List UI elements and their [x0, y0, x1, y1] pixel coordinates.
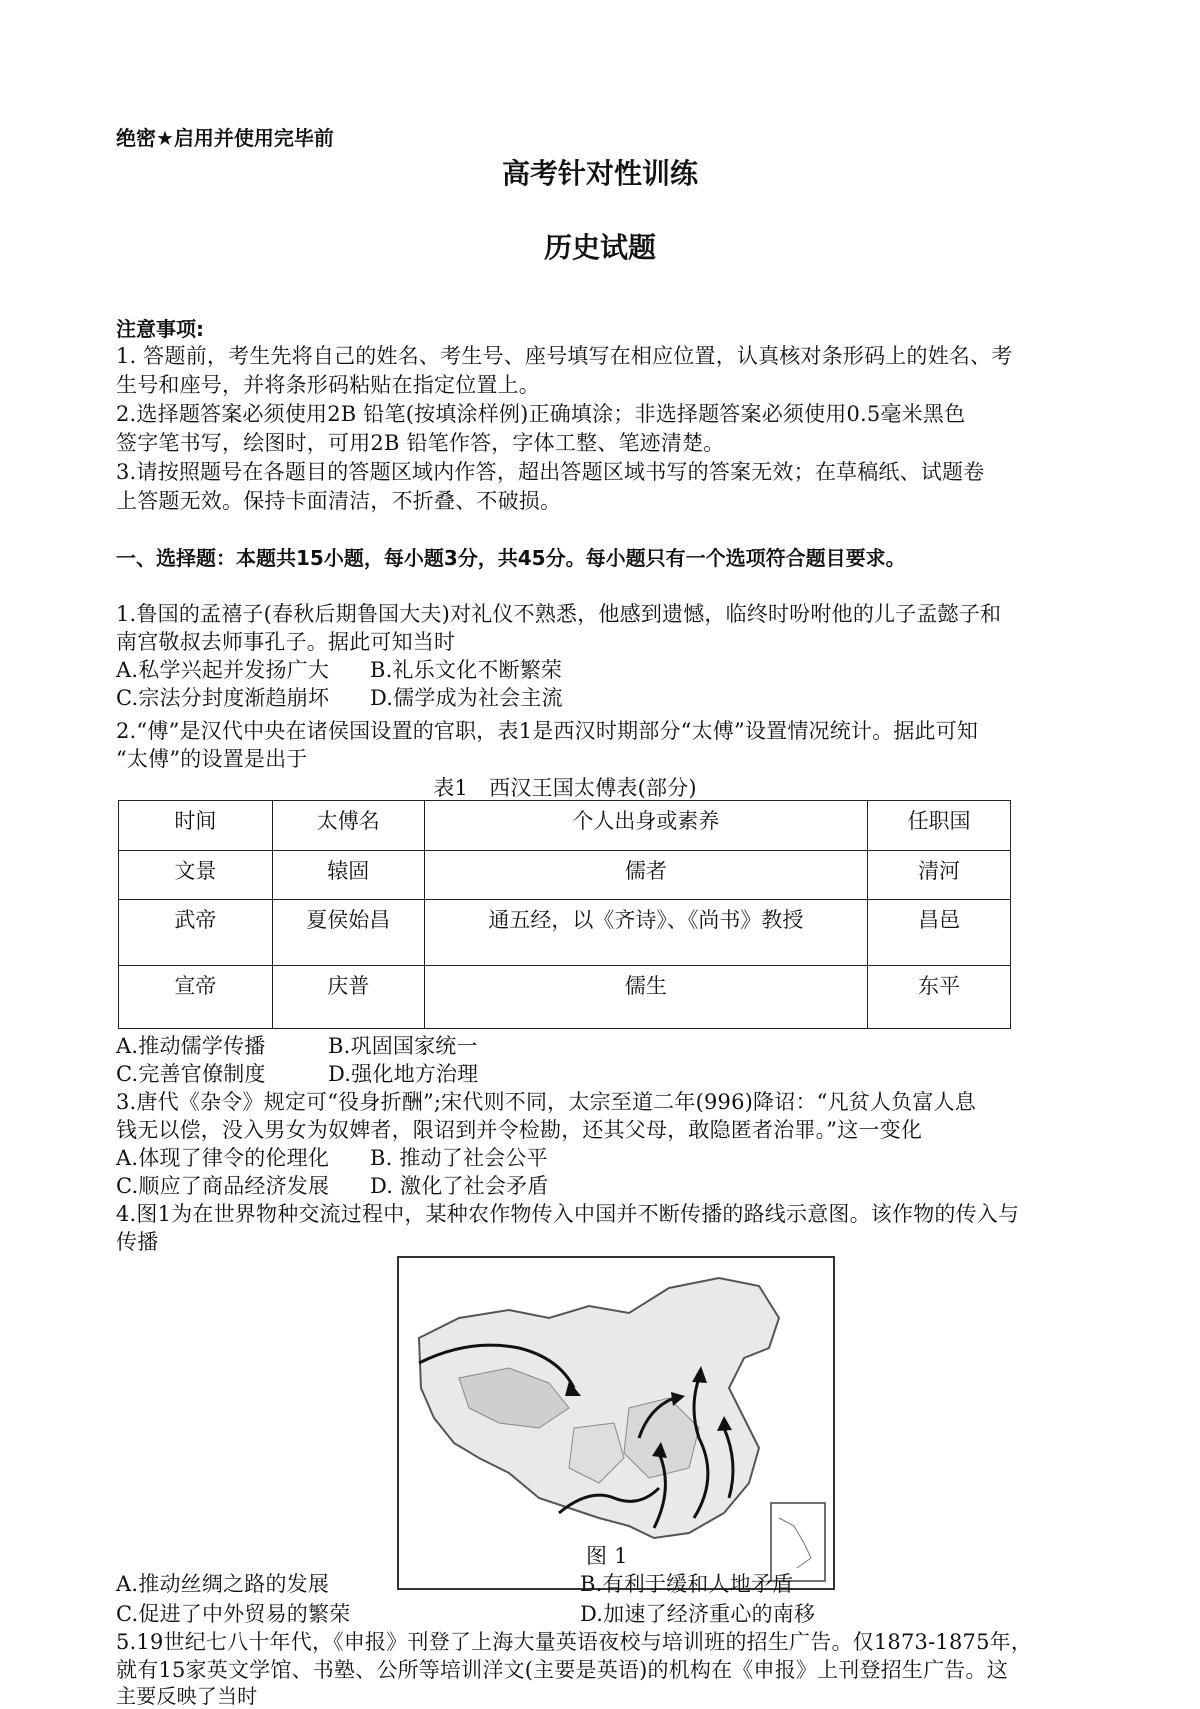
question-4-text: 传播 — [116, 1230, 159, 1254]
option-d: D.儒学成为社会主流 — [370, 686, 563, 710]
option-a: A.体现了律令的伦理化 — [116, 1146, 330, 1170]
option-b: B.有利于缓和人地矛盾 — [580, 1572, 794, 1596]
option-c: C.促进了中外贸易的繁荣 — [116, 1602, 351, 1626]
exam-subtitle: 历史试题 — [543, 231, 656, 264]
exam-title: 高考针对性训练 — [501, 157, 698, 190]
option-c: C.完善官僚制度 — [116, 1062, 266, 1086]
notes-line: 2.选择题答案必须使用2B 铅笔(按填涂样例)正确填涂；非选择题答案必须使用0.5毫米黑色 — [116, 402, 966, 426]
option-c: C.顺应了商品经济发展 — [116, 1174, 330, 1198]
section-heading: 一、选择题：本题共15小题，每小题3分，共45分。每小题只有一个选项符合题目要求。 — [116, 546, 906, 570]
table-cell: 昌邑 — [868, 900, 1011, 966]
table-header-row — [119, 801, 1011, 851]
table-cell: 辕固 — [272, 851, 424, 900]
table-header-cell: 个人出身或素养 — [424, 801, 867, 851]
option-b: B. 推动了社会公平 — [370, 1146, 548, 1170]
secret-mark: 绝密★启用并使用完毕前 — [116, 126, 334, 150]
question-1-text: 南宫敬叔去师事孔子。据此可知当时 — [116, 630, 456, 654]
table-caption: 表1 西汉王国太傅表(部分) — [433, 776, 697, 800]
notes-line: 3.请按照题号在各题目的答题区域内作答，超出答题区域书写的答案无效；在草稿纸、试题卷 — [116, 460, 985, 484]
table-cell: 清河 — [868, 851, 1011, 900]
table-cell: 文景 — [119, 851, 273, 900]
table-cell: 夏侯始昌 — [272, 900, 424, 966]
table-cell: 通五经，以《齐诗》、《尚书》教授 — [424, 900, 867, 966]
table-cell: 东平 — [868, 966, 1011, 1029]
china-map-illustration — [399, 1258, 833, 1588]
question-3-text: 钱无以偿，没入男女为奴婢者，限诏到并令检勘，还其父母，敢隐匿者治罪。”这一变化 — [116, 1118, 923, 1142]
question-5-text: 主要反映了当时 — [116, 1684, 258, 1708]
option-c: C.宗法分封度渐趋崩坏 — [116, 686, 330, 710]
table-cell: 武帝 — [119, 900, 273, 966]
table-cell: 儒者 — [424, 851, 867, 900]
question-4-text: 4.图1为在世界物种交流过程中，某种农作物传入中国并不断传播的路线示意图。该作物的传入与 — [116, 1202, 1020, 1226]
table-cell: 庆普 — [272, 966, 424, 1029]
table-row — [119, 966, 1011, 1029]
table-cell: 宣帝 — [119, 966, 273, 1029]
figure-label: 图 1 — [584, 1540, 630, 1570]
option-b: B.礼乐文化不断繁荣 — [370, 658, 563, 682]
question-1-text: 1.鲁国的孟禧子(春秋后期鲁国大夫)对礼仪不熟悉，他感到遗憾，临终时吩咐他的儿子孟懿子和 — [116, 602, 1002, 626]
table-header-cell: 太傅名 — [272, 801, 424, 851]
notes-line: 生号和座号，并将条形码粘贴在指定位置上。 — [116, 373, 540, 397]
option-a: A.推动丝绸之路的发展 — [116, 1572, 330, 1596]
table-cell: 儒生 — [424, 966, 867, 1029]
table-row — [119, 900, 1011, 966]
question-2-text: 2.“傅”是汉代中央在诸侯国设置的官职，表1是西汉时期部分“太傅”设置情况统计。据此可知 — [116, 719, 979, 743]
option-d: D.加速了经济重心的南移 — [580, 1602, 816, 1626]
question-2-text: “太傅”的设置是出于 — [116, 747, 308, 771]
question-5-text: 就有15家英文学馆、书塾、公所等培训洋文(主要是英语)的机构在《申报》上刊登招生广告。这 — [116, 1658, 1008, 1682]
option-a: A.推动儒学传播 — [116, 1034, 266, 1058]
option-d: D. 激化了社会矛盾 — [370, 1174, 549, 1198]
option-d: D.强化地方治理 — [328, 1062, 479, 1086]
question-3-text: 3.唐代《杂令》规定可“役身折酬”;宋代则不同，太宗至道二年(996)降诏：“凡贫人负富人息 — [116, 1090, 976, 1114]
table-header-cell: 任职国 — [868, 801, 1011, 851]
option-b: B.巩固国家统一 — [328, 1034, 478, 1058]
taifu-table — [118, 800, 1011, 1029]
table-header-cell: 时间 — [119, 801, 273, 851]
notes-heading: 注意事项: — [116, 317, 204, 341]
table-row — [119, 851, 1011, 900]
option-a: A.私学兴起并发扬广大 — [116, 658, 330, 682]
notes-line: 签字笔书写，绘图时，可用2B 铅笔作答，字体工整、笔迹清楚。 — [116, 431, 725, 455]
notes-line: 上答题无效。保持卡面清洁，不折叠、不破损。 — [116, 489, 562, 513]
question-5-text: 5.19世纪七八十年代，《申报》刊登了上海大量英语夜校与培训班的招生广告。仅1873-1875年， — [116, 1630, 1033, 1654]
notes-line: 1. 答题前，考生先将自己的姓名、考生号、座号填写在相应位置，认真核对条形码上的姓名、考 — [116, 344, 1013, 368]
